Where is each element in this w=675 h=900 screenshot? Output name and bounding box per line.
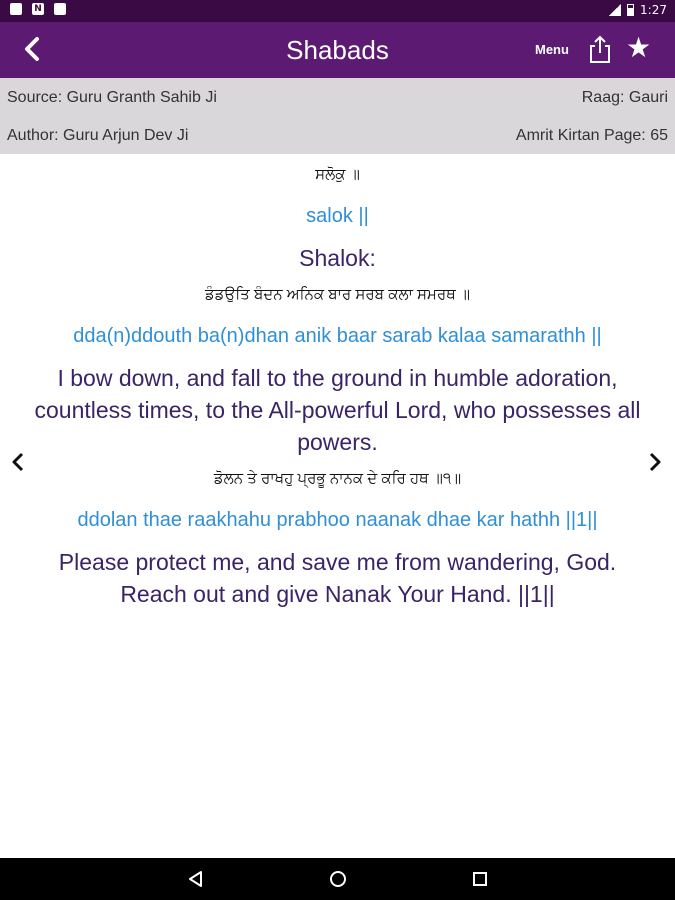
next-shabad-button[interactable]: [645, 450, 665, 480]
author-label: Author: Guru Arjun Dev Ji: [7, 127, 189, 144]
nav-back-icon[interactable]: [186, 869, 206, 889]
n-icon: N: [32, 3, 44, 15]
nav-home-icon[interactable]: [328, 869, 348, 889]
verse: [40, 164, 635, 274]
gurmukhi-line: ਡੋਲਨ ਤੇ ਰਾਖਹੁ ਪ੍ਰਭੂ ਨਾਨਕ ਦੇ ਕਰਿ ਹਥ ॥੧॥: [213, 470, 462, 487]
verse: [40, 468, 635, 610]
status-bar: [0, 0, 675, 22]
system-nav-bar: [0, 858, 675, 900]
file-icon: [54, 3, 66, 15]
gurmukhi-line: ਸਲੋਕੁ ॥: [315, 166, 360, 183]
transliteration-line: dda(n)ddouth ba(n)dhan anik baar sarab kalaa samarathh ||: [73, 325, 602, 347]
translation-line: Please protect me, and save me from wandering, God. Reach out and give Nanak Your Hand. ||1||: [58, 549, 617, 607]
battery-icon: [627, 4, 634, 16]
page-title: Shabads: [286, 35, 389, 65]
page-label: Amrit Kirtan Page: 65: [515, 127, 668, 144]
transliteration-line: salok ||: [306, 205, 369, 227]
raag-label: Raag: Gauri: [581, 89, 668, 106]
image-icon: [10, 3, 22, 15]
verse: [34, 284, 641, 458]
share-icon[interactable]: [588, 34, 612, 64]
transliteration-line: ddolan thae raakhahu prabhoo naanak dhae kar hathh ||1||: [77, 509, 598, 531]
signal-icon: [609, 4, 621, 16]
nav-recents-icon[interactable]: [470, 869, 490, 889]
gurmukhi-line: ਡੰਡਉਤਿ ਬੰਦਨ ਅਨਿਕ ਬਾਰ ਸਰਬ ਕਲਾ ਸਮਰਥ ॥: [205, 286, 470, 303]
previous-shabad-button[interactable]: [8, 450, 28, 480]
status-time: 1:27: [640, 3, 667, 17]
app-bar: [0, 22, 675, 78]
star-icon[interactable]: ★: [626, 31, 652, 64]
source-label: Source: Guru Granth Sahib Ji: [7, 89, 217, 106]
shabad-info-panel: [0, 78, 675, 154]
translation-line: Shalok:: [299, 245, 376, 271]
translation-line: I bow down, and fall to the ground in humble adoration, countless times, to the All-powerful Lord, who possesses all powers.: [34, 365, 641, 455]
shabad-content: [34, 154, 641, 610]
menu-button[interactable]: Menu: [535, 42, 569, 57]
